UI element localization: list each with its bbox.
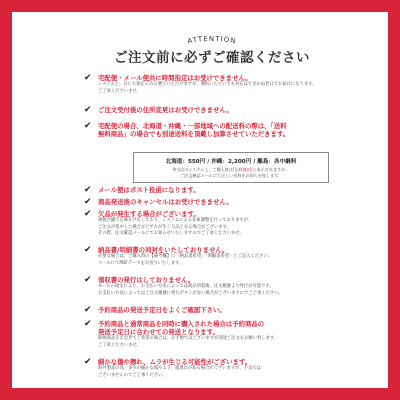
notice-heading: 領収書の発行はしておりません。 — [98, 276, 195, 284]
check-mark-icon: ✔ — [84, 357, 92, 367]
shipping-fee-note-1: ※当店のシステム上、ご購入時は[送料無料]と表示されますが、 — [172, 167, 290, 172]
notice-heading: 納品書/明細書の同封をいたしておりません。 — [98, 246, 229, 254]
notice-body-line: お支払い方法によってはご注文履歴に発行ボタンがない場合がございますのでご了承ください。 — [98, 290, 283, 296]
shipping-fee-note-2: ご注文確認メールにて正しい送料をお知らせ致します。 — [180, 173, 282, 178]
notice-item-mail-post — [84, 185, 398, 195]
notice-body-line: ご了承くださいませ。 — [98, 88, 141, 94]
notice-body-line: ございませんのでご了承ください。 — [98, 372, 167, 378]
notice-heading: 商品発送後のキャンセルはお受けできません。 — [98, 198, 233, 206]
check-mark-icon: ✔ — [84, 319, 92, 329]
notice-item-cancel — [84, 197, 398, 207]
notice-heading: 予約商品と通常商品を同時に購入された場合は予約商品の — [98, 320, 265, 328]
check-mark-icon: ✔ — [84, 105, 92, 115]
check-mark-icon: ✔ — [84, 305, 92, 315]
shipping-fee-line: 北海道：550円 / 沖縄：2,200円 / 離島：各中継料 — [165, 159, 297, 165]
check-mark-icon: ✔ — [84, 245, 92, 255]
svg-text:ATTENTION — [187, 35, 237, 46]
notice-body-line: 必要な場合は、ご購入時の【備考欄】に「納品書希望」「明細書希望」とご記入ください。 — [98, 254, 273, 259]
notice-heading: 細かな傷や擦れ、ムラが生じる可能性がございます。 — [98, 358, 252, 366]
notice-item-receipt — [84, 275, 398, 297]
notice-item-address — [84, 105, 398, 115]
notice-body-line: モールの規定により、お支払い方法によっては商品到着後、注文履歴より発行が可能です。 — [98, 284, 274, 289]
notice-heading-line-2: 無料商品」の場合でも別途送料を頂戴し加算させていただきます。 — [98, 130, 290, 138]
notice-heading: 宅配便・メール便共に時間指定はお受けできません。 — [98, 74, 252, 82]
notice-body-line: ご注文が集中した場合などずれが生じ欠品となる場合がございます。 — [98, 224, 231, 230]
check-mark-icon: ✔ — [84, 121, 92, 131]
notice-body-line: システム上、日にち指定のみお選びいただけますが、選択いただいても対応はできかね翌日でお届けになります。 — [98, 82, 317, 87]
shipping-fee-box — [133, 152, 329, 183]
check-mark-icon: ✔ — [84, 185, 92, 195]
page-title: ご注文前に必ずご確認ください — [114, 50, 310, 66]
check-mark-icon: ✔ — [84, 209, 92, 219]
eyebrow-text: ATTENTION — [186, 35, 238, 46]
notice-item-invoice — [84, 245, 398, 267]
notice-item-scratches — [84, 357, 398, 379]
notice-item-stockout — [84, 209, 398, 238]
notice-heading: 欠品が発生する場合がございます。 — [98, 210, 200, 218]
notice-item-preorder-mixed — [84, 319, 398, 349]
notice-heading: メール便はポスト投函になります。 — [98, 186, 200, 194]
notice-heading-line-2: 発送予定日に合わせての発送となります。 — [98, 328, 219, 336]
check-mark-icon: ✔ — [84, 197, 92, 207]
notice-item-time — [84, 73, 398, 95]
notice-heading-line-1: 宅配便の場合、北海道・沖縄・一部地域への配送料の際は、「送料 — [98, 122, 287, 130]
notice-body-line: 即納商品をお急ぎでご希望の場合は、お手数ではございますが別途ご注文をお願い致します。 — [98, 336, 279, 341]
notice-body-line: 海外製品の為、多少の細かな傷やムラ、箱潰れがある場合がございますが、不良では — [98, 366, 261, 371]
notice-body-line: ご了承くださいませ。 — [98, 342, 141, 348]
notice-heading: ご注文受付後の住所変更はお受けできません。 — [98, 106, 233, 114]
notice-body-line: 複数店舗で在庫を共有しており、システムによる在庫調整を行っておりますが、 — [98, 218, 253, 223]
notice-body-line: メールにてPDFデータをお送りいたします。 — [98, 260, 184, 266]
check-mark-icon: ✔ — [84, 275, 92, 285]
check-mark-icon: ✔ — [84, 73, 92, 83]
notice-body-line: その際、注文確認メールにてお知らせいたしますのでご了承くださいませ。 — [98, 231, 244, 237]
notice-card — [30, 30, 394, 394]
notice-item-remote-shipping — [84, 121, 398, 138]
notice-item-preorder-date — [84, 305, 398, 315]
notice-heading: 予約商品の発送予定日をよくご確認下さい。 — [98, 306, 226, 314]
